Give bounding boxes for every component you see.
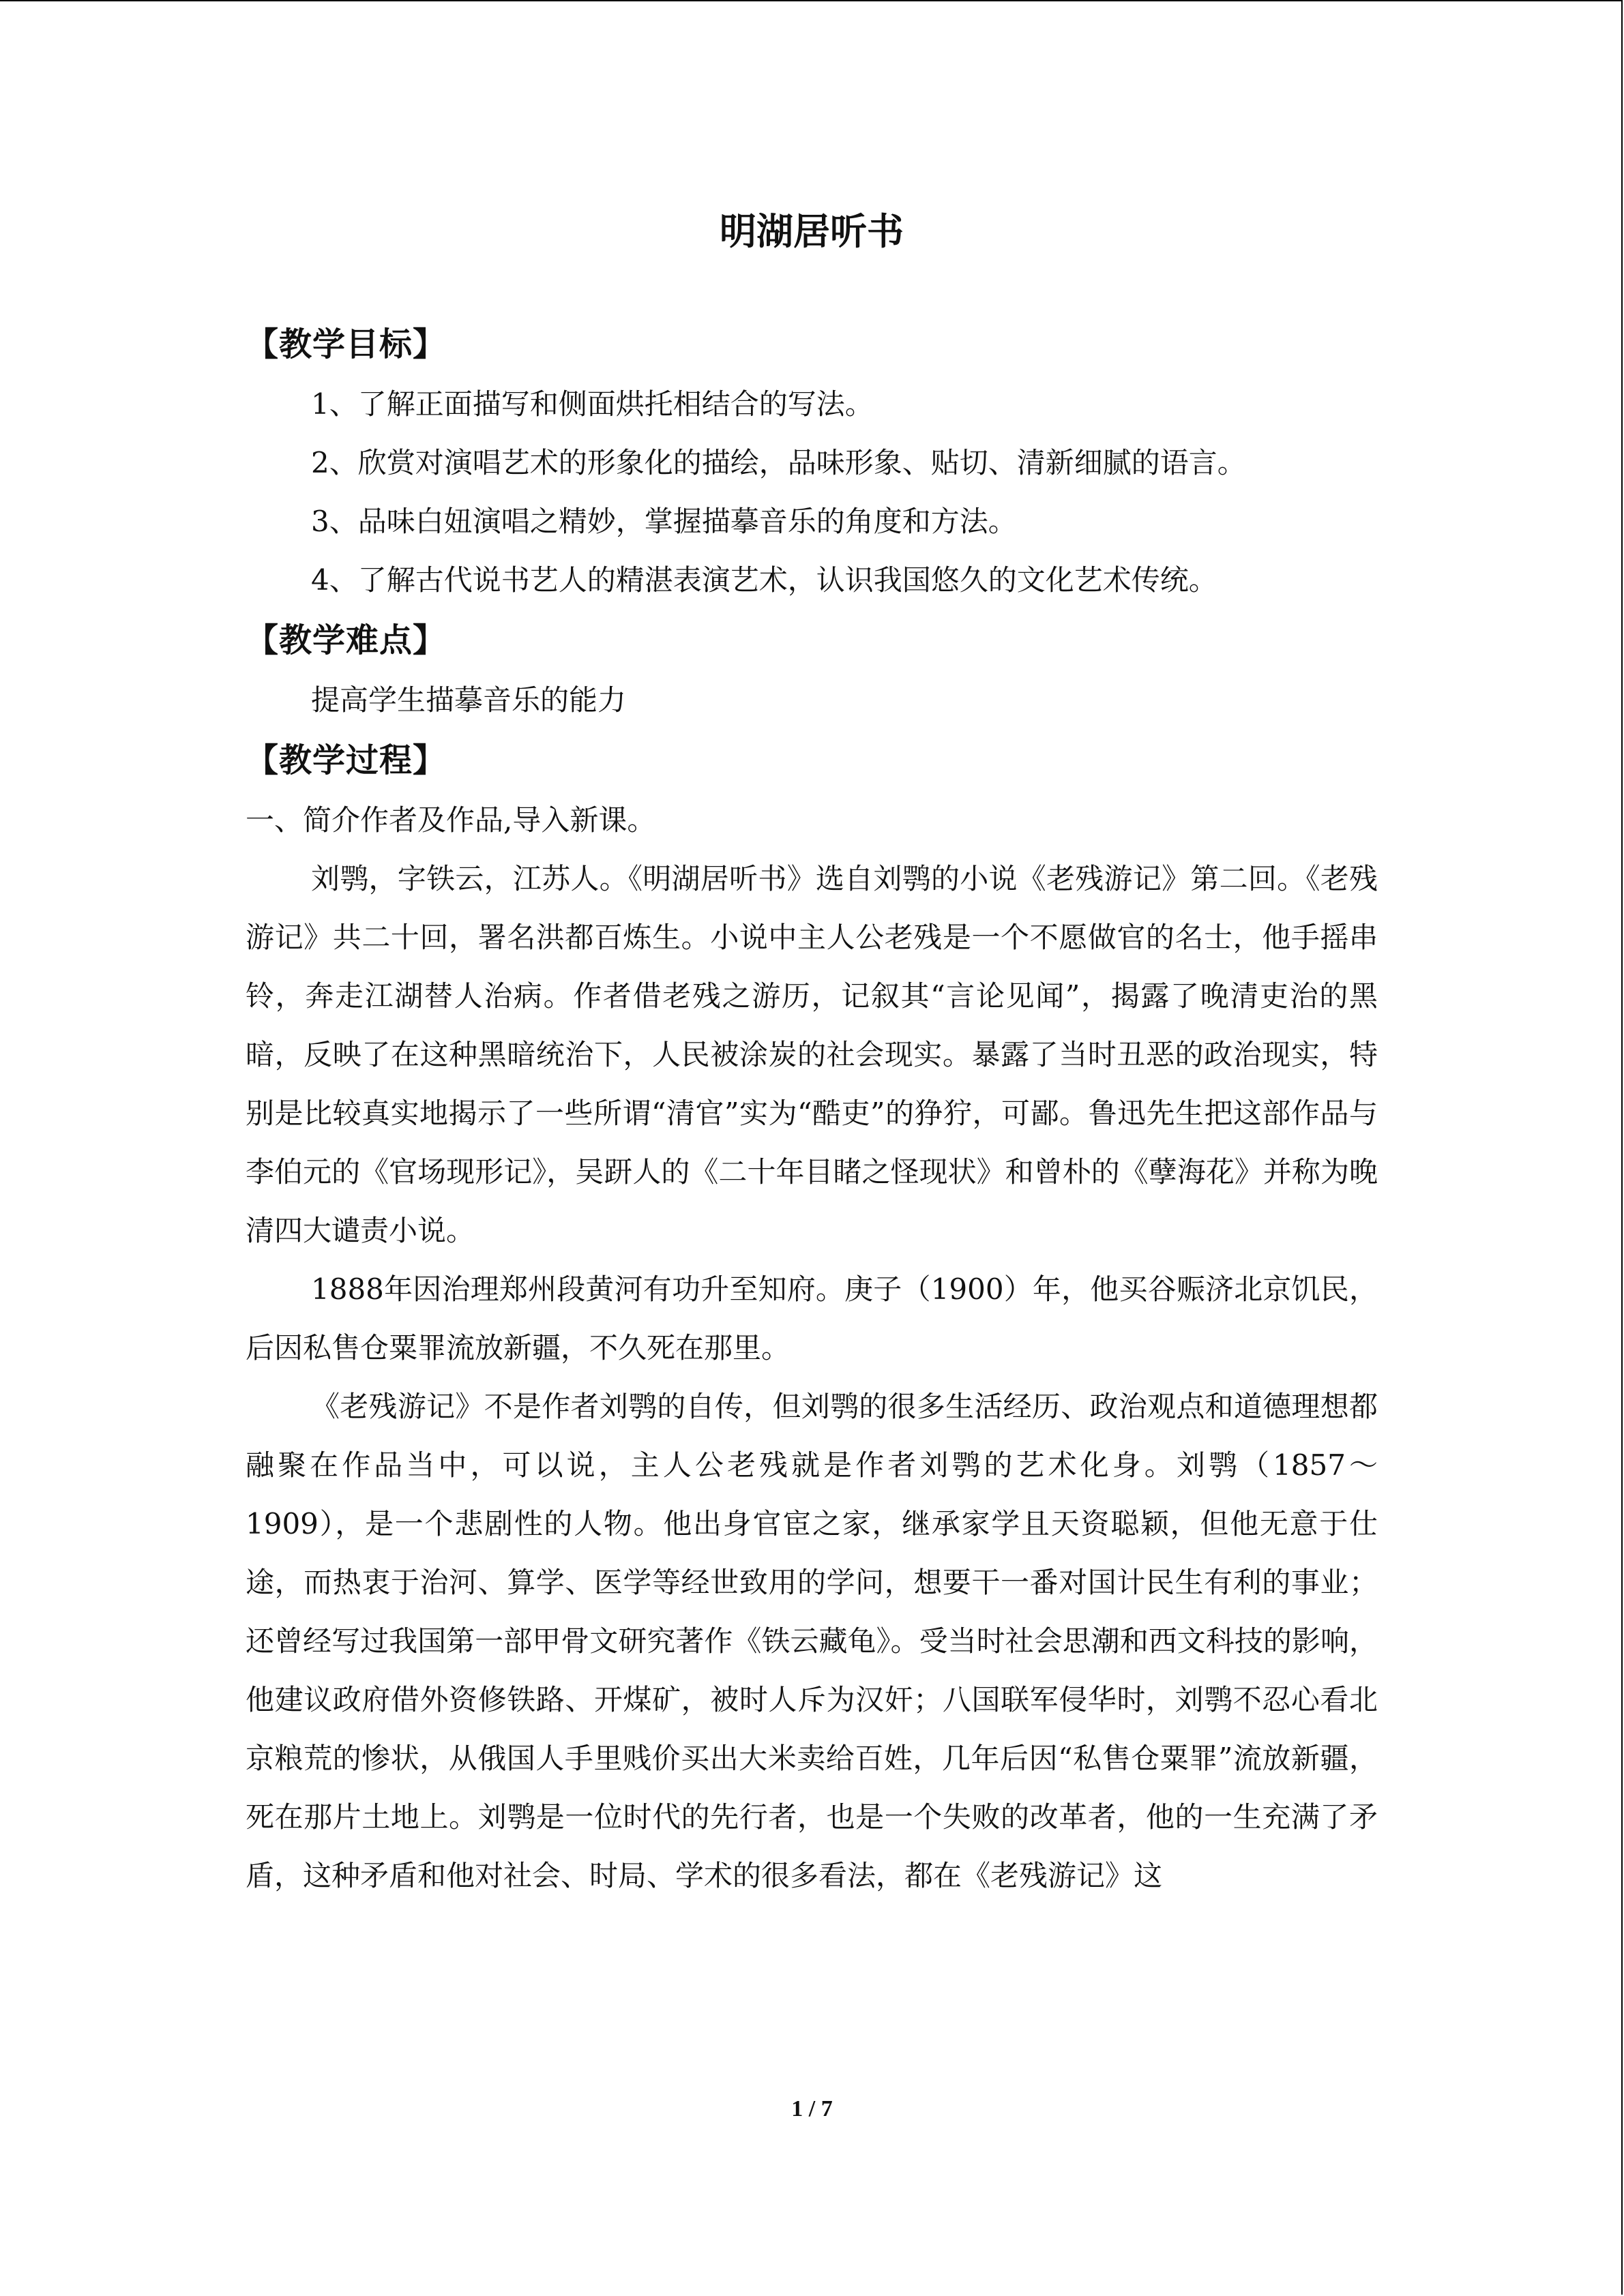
section-heading-process: 【教学过程】 <box>246 741 447 779</box>
objective-item-3: 3、品味白妞演唱之精妙，掌握描摹音乐的角度和方法。 <box>311 505 1017 538</box>
objective-item-2: 2、欣赏对演唱艺术的形象化的描绘，品味形象、贴切、清新细腻的语言。 <box>311 446 1246 479</box>
process-step-1: 一、简介作者及作品,导入新课。 <box>246 803 656 837</box>
section-heading-objectives: 【教学目标】 <box>246 325 447 363</box>
document-title: 明湖居听书 <box>720 210 904 253</box>
author-intro-paragraph: 刘鹗，字铁云，江苏人。《明湖居听书》选自刘鹗的小说《老残游记》第二回。《老残游记》共二十回，署名洪都百炼生。小说中主人公老残是一个不愿做官的名士，他手摇串铃，奔走江湖替人治病。作者借老残之游历，记叙其“言论见闻”，揭露了晚清吏治的黑暗，反映了在这种黑暗统治下，人民被涂炭的社会现实。暴露了当时丑恶的政治现实，特别是比较真实地揭示了一些所谓“清官”实为“酷吏”的狰狞，可鄙。鲁迅先生把这部作品与李伯元的《官场现形记》，吴趼人的《二十年目睹之怪现状》和曾朴的《孽海花》并称为晚清四大谴责小说。 <box>246 862 1378 1247</box>
section-difficulties <box>246 610 1378 730</box>
section-heading-difficulties: 【教学难点】 <box>246 621 447 659</box>
objective-item-1: 1、了解正面描写和侧面烘托相结合的写法。 <box>311 387 874 421</box>
objective-item-4: 4、了解古代说书艺人的精湛表演艺术，认识我国悠久的文化艺术传统。 <box>311 563 1217 597</box>
section-objectives <box>246 314 1378 610</box>
author-biography-paragraph: 《老残游记》不是作者刘鹗的自传，但刘鹗的很多生活经历、政治观点和道德理想都融聚在作品当中，可以说，主人公老残就是作者刘鹗的艺术化身。刘鹗（1857～1909），是一个悲剧性的人物。他出身官宦之家，继承家学且天资聪颖，但他无意于仕途，而热衷于治河、算学、医学等经世致用的学问，想要干一番对国计民生有利的事业；还曾经写过我国第一部甲骨文研究著作《铁云藏龟》。受当时社会思潮和西文科技的影响，他建议政府借外资修铁路、开煤矿，被时人斥为汉奸；八国联军侵华时，刘鹗不忍心看北京粮荒的惨状，从俄国人手里贱价买出大米卖给百姓，几年后因“私售仓粟罪”流放新疆，死在那片土地上。刘鹗是一位时代的先行者，也是一个失败的改革者，他的一生充满了矛盾，这种矛盾和他对社会、时局、学术的很多看法，都在《老残游记》这 <box>246 1390 1378 1892</box>
page-number: 1 / 7 <box>791 2096 833 2121</box>
difficulty-text: 提高学生描摹音乐的能力 <box>311 683 627 717</box>
section-process <box>246 730 1378 1905</box>
author-career-paragraph: 1888年因治理郑州段黄河有功升至知府。庚子（1900）年，他买谷赈济北京饥民，后因私售仓粟罪流放新疆，不久死在那里。 <box>246 1272 1378 1365</box>
document-body <box>246 198 1378 1905</box>
